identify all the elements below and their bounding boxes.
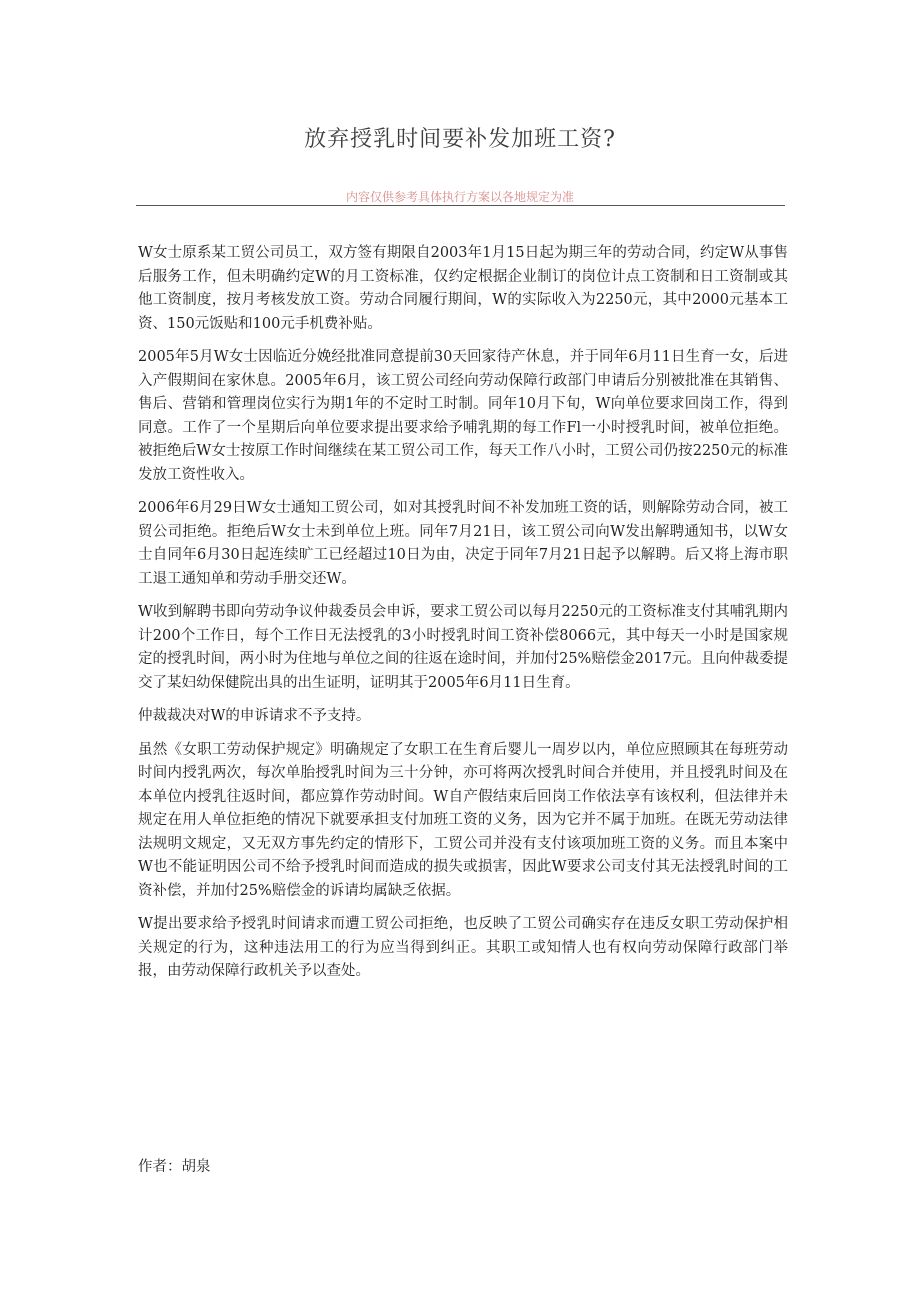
paragraph-4: W收到解聘书即向劳动争议仲裁委员会申诉，要求工贸公司以每月2250元的工资标准支付其哺乳期内计200个工作日，每个工作日无法授乳的3小时授乳时间工资补偿8066元，其中每天一小时是国家规定的授乳时间，两小时为住地与单位之间的往返在途时间，并加付25%赔偿金2017元。且向仲裁委提交了某妇幼保健院出具的出生证明，证明其于2005年6月11日生育。 [138,604,788,691]
paragraph-3: 2006年6月29日W女士通知工贸公司，如对其授乳时间不补发加班工资的话，则解除劳动合同，被工贸公司拒绝。拒绝后W女士未到单位上班。同年7月21日，该工贸公司向W发出解聘通知书，以W女士自同年6月30日起连续旷工已经超过10日为由，决定于同年7月21日起予以解聘。后又将上海市职工退工通知单和劳动手册交还W。 [138,500,788,587]
paragraph-6: 虽然《女职工劳动保护规定》明确规定了女职工在生育后婴儿一周岁以内，单位应照顾其在每班劳动时间内授乳两次，每次单胎授乳时间为三十分钟，亦可将两次授乳时间合并使用，并且授乳时间及在本单位内授乳往返时间，都应算作劳动时间。W自产假结束后回岗工作依法享有该权利，但法律并未规定在用人单位拒绝的情况下就要承担支付加班工资的义务，因为它并不属于加班。在既无劳动法律法规明文规定，又无双方事先约定的情形下，工贸公司并没有支付该项加班工资的义务。而且本案中W也不能证明因公司不给予授乳时间而造成的损失或损害，因此W要求公司支付其无法授乳时间的工资补偿，并加付25%赔偿金的诉请均属缺乏依据。 [138,741,788,899]
paragraph-7: W提出要求给予授乳时间请求而遭工贸公司拒绝，也反映了工贸公司确实存在违反女职工劳动保护相关规定的行为，这种违法用工的行为应当得到纠正。其职工或知情人也有权向劳动保障行政部门举报，由劳动保障行政机关予以查处。 [138,916,788,979]
paragraph-2: 2005年5月W女士因临近分娩经批准同意提前30天回家待产休息，并于同年6月11日生育一女，后进入产假期间在家休息。2005年6月，该工贸公司经向劳动保障行政部门申请后分别被批准在其销售、售后、营销和管理岗位实行为期1年的不定时工时制。同年10月下旬，W向单位要求回岗工作，得到同意。工作了一个星期后向单位要求提出要求给予哺乳期的每工作Fl一小时授乳时间，被单位拒绝。被拒绝后W女士按原工作时间继续在某工贸公司工作，每天工作八小时，工贸公司仍按2250元的标准发放工资性收入。 [138,349,788,483]
paragraph-5: 仲裁裁决对W的申诉请求不予支持。 [138,708,371,724]
author-line: 作者：胡泉 [138,1159,211,1175]
paragraph-1: W女士原系某工贸公司员工，双方签有期限自2003年1月15日起为期三年的劳动合同，约定W从事售后服务工作，但未明确约定W的月工资标准，仅约定根据企业制订的岗位计点工资制和日工资制或其他工资制度，按月考核发放工资。劳动合同履行期间，W的实际收入为2250元，其中2000元基本工资、150元饭贴和100元手机费补贴。 [138,245,788,332]
article-body [138,242,788,994]
disclaimer-subtitle: 内容仅供参考具体执行方案以各地规定为准 [345,190,574,204]
page-title: 放弃授乳时间要补发加班工资? [304,127,616,152]
header-divider [136,205,785,206]
